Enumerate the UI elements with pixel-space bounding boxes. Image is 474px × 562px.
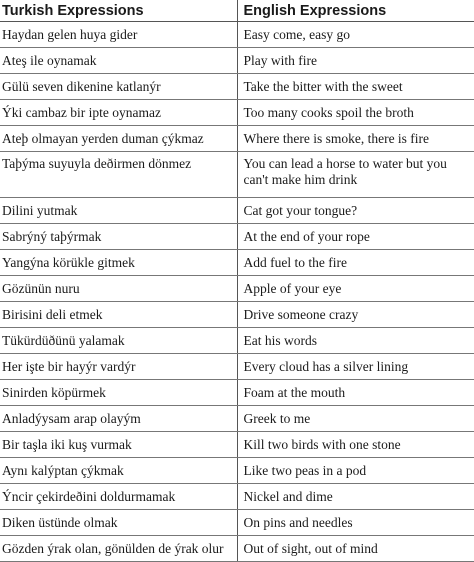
- table-row: [0, 198, 474, 224]
- english-expression-cell: Drive someone crazy: [237, 302, 474, 328]
- english-expression-cell: Play with fire: [237, 48, 474, 74]
- english-expression-cell: Apple of your eye: [237, 276, 474, 302]
- turkish-expression-cell: Taþýma suyuyla deðirmen dönmez: [0, 152, 237, 198]
- english-expression-cell: On pins and needles: [237, 510, 474, 536]
- table-row: [0, 250, 474, 276]
- table-row: [0, 354, 474, 380]
- turkish-expression-cell: Gözünün nuru: [0, 276, 237, 302]
- table-row: [0, 328, 474, 354]
- table-row: [0, 48, 474, 74]
- turkish-expression-cell: Ateþ olmayan yerden duman çýkmaz: [0, 126, 237, 152]
- table-row: [0, 458, 474, 484]
- english-expression-cell: At the end of your rope: [237, 224, 474, 250]
- english-expression-cell: Every cloud has a silver lining: [237, 354, 474, 380]
- turkish-expression-cell: Anladýysam arap olayým: [0, 406, 237, 432]
- english-expression-cell: Like two peas in a pod: [237, 458, 474, 484]
- turkish-expression-cell: Her işte bir hayýr vardýr: [0, 354, 237, 380]
- turkish-expression-cell: Dilini yutmak: [0, 198, 237, 224]
- turkish-column-header: Turkish Expressions: [0, 0, 237, 22]
- english-expression-cell: Kill two birds with one stone: [237, 432, 474, 458]
- turkish-expression-cell: Ýncir çekirdeðini doldurmamak: [0, 484, 237, 510]
- table-row: [0, 302, 474, 328]
- turkish-expression-cell: Ateş ile oynamak: [0, 48, 237, 74]
- english-expression-cell: Where there is smoke, there is fire: [237, 126, 474, 152]
- english-expression-cell: Foam at the mouth: [237, 380, 474, 406]
- english-expression-cell: Cat got your tongue?: [237, 198, 474, 224]
- turkish-expression-cell: Aynı kalýptan çýkmak: [0, 458, 237, 484]
- english-expression-cell: Take the bitter with the sweet: [237, 74, 474, 100]
- turkish-expression-cell: Bir taşla iki kuş vurmak: [0, 432, 237, 458]
- table-row: [0, 276, 474, 302]
- english-column-header: English Expressions: [237, 0, 474, 22]
- turkish-expression-cell: Sinirden köpürmek: [0, 380, 237, 406]
- turkish-expression-cell: Sabrýný taþýrmak: [0, 224, 237, 250]
- table-body: [0, 22, 474, 562]
- turkish-expression-cell: Gözden ýrak olan, gönülden de ýrak olur: [0, 536, 237, 562]
- table-row: [0, 224, 474, 250]
- english-expression-cell: You can lead a horse to water but you can't make him drink: [237, 152, 474, 198]
- english-expression-cell: Out of sight, out of mind: [237, 536, 474, 562]
- english-expression-cell: Eat his words: [237, 328, 474, 354]
- table-row: [0, 484, 474, 510]
- table-row: [0, 406, 474, 432]
- turkish-expression-cell: Haydan gelen huya gider: [0, 22, 237, 48]
- table-row: [0, 510, 474, 536]
- english-expression-cell: Easy come, easy go: [237, 22, 474, 48]
- turkish-expression-cell: Ýki cambaz bir ipte oynamaz: [0, 100, 237, 126]
- english-expression-cell: Greek to me: [237, 406, 474, 432]
- header-row: [0, 0, 474, 22]
- table-row: [0, 152, 474, 198]
- table-row: [0, 536, 474, 562]
- table-row: [0, 74, 474, 100]
- turkish-expression-cell: Diken üstünde olmak: [0, 510, 237, 536]
- table-row: [0, 22, 474, 48]
- english-expression-cell: Add fuel to the fire: [237, 250, 474, 276]
- table-row: [0, 126, 474, 152]
- turkish-expression-cell: Gülü seven dikenine katlanýr: [0, 74, 237, 100]
- english-expression-cell: Too many cooks spoil the broth: [237, 100, 474, 126]
- table-row: [0, 380, 474, 406]
- table-row: [0, 432, 474, 458]
- table-row: [0, 100, 474, 126]
- turkish-expression-cell: Tükürdüðünü yalamak: [0, 328, 237, 354]
- turkish-expression-cell: Birisini deli etmek: [0, 302, 237, 328]
- turkish-expression-cell: Yangýna körükle gitmek: [0, 250, 237, 276]
- english-expression-cell: Nickel and dime: [237, 484, 474, 510]
